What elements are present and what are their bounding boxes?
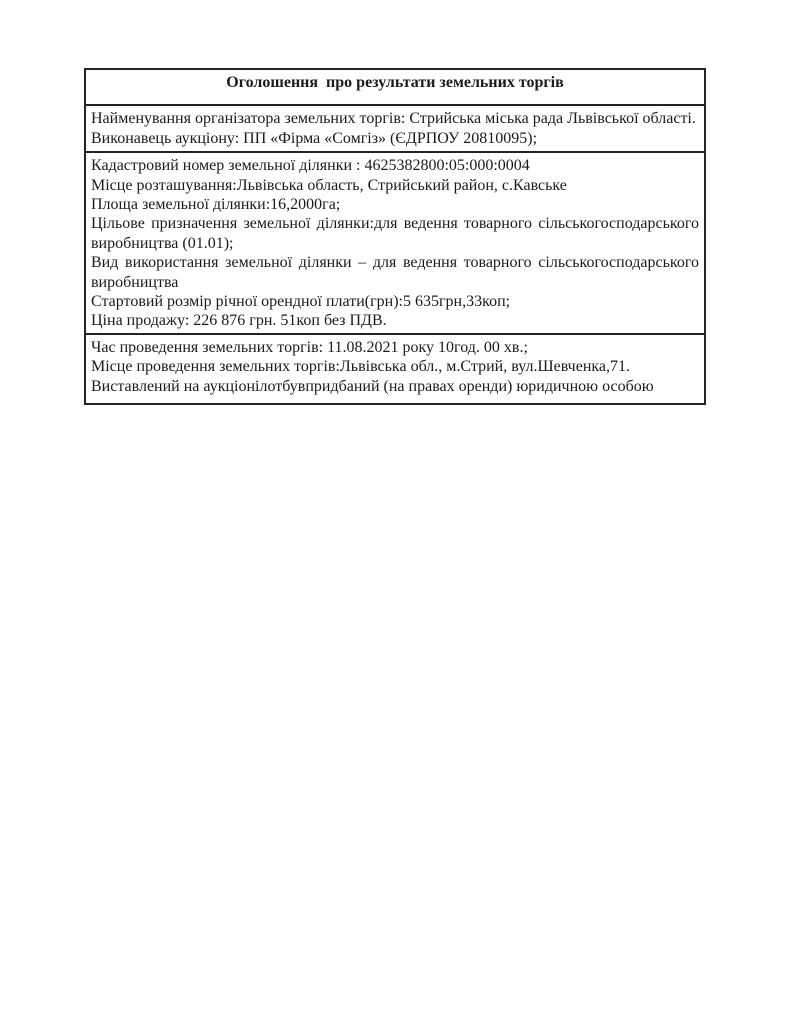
auction-executor-line: Виконавець аукціону: ПП «Фірма «Сомгіз» (ЄДРПОУ 20810095); (91, 129, 538, 147)
announcement-title-row (86, 70, 704, 104)
location-line: Місце розташування:Львівська область, Стрийський район, с.Кавське (91, 176, 567, 194)
organizer-row (86, 104, 704, 151)
auction-info-row (86, 333, 704, 403)
designated-purpose-line: Цільове призначення земельної ділянки:для ведення товарного сільськогосподарського виробництва (01.01); (91, 215, 699, 252)
auction-venue-line: Місце проведення земельних торгів:Львівська обл., м.Стрий, вул.Шевченка,71. (91, 358, 631, 376)
cadastral-number-line: Кадастровий номер земельної ділянки : 4625382800:05:000:0004 (91, 157, 530, 175)
starting-rent-line: Стартовий розмір річної орендної плати(грн):5 635грн,33коп; (91, 293, 511, 311)
area-line: Площа земельної ділянки:16,2000га; (91, 196, 341, 214)
announcement-table (84, 68, 706, 405)
announcement-title: Оголошення про результати земельних торгів (226, 74, 564, 91)
sale-price-line: Ціна продажу: 226 876 грн. 51коп без ПДВ. (91, 312, 387, 330)
organizer-name-line: Найменування організатора земельних торгів: Стрийська міська рада Львівської області. (91, 110, 696, 128)
auction-result-line: Виставлений на аукціонілотбувпридбаний (на правах оренди) юридичною особою (91, 377, 654, 395)
parcel-details-row (86, 151, 704, 333)
use-type-line: Вид використання земельної ділянки – для ведення товарного сільськогосподарського виробництва (91, 254, 699, 291)
auction-time-line: Час проведення земельних торгів: 11.08.2021 року 10год. 00 хв.; (91, 338, 528, 356)
